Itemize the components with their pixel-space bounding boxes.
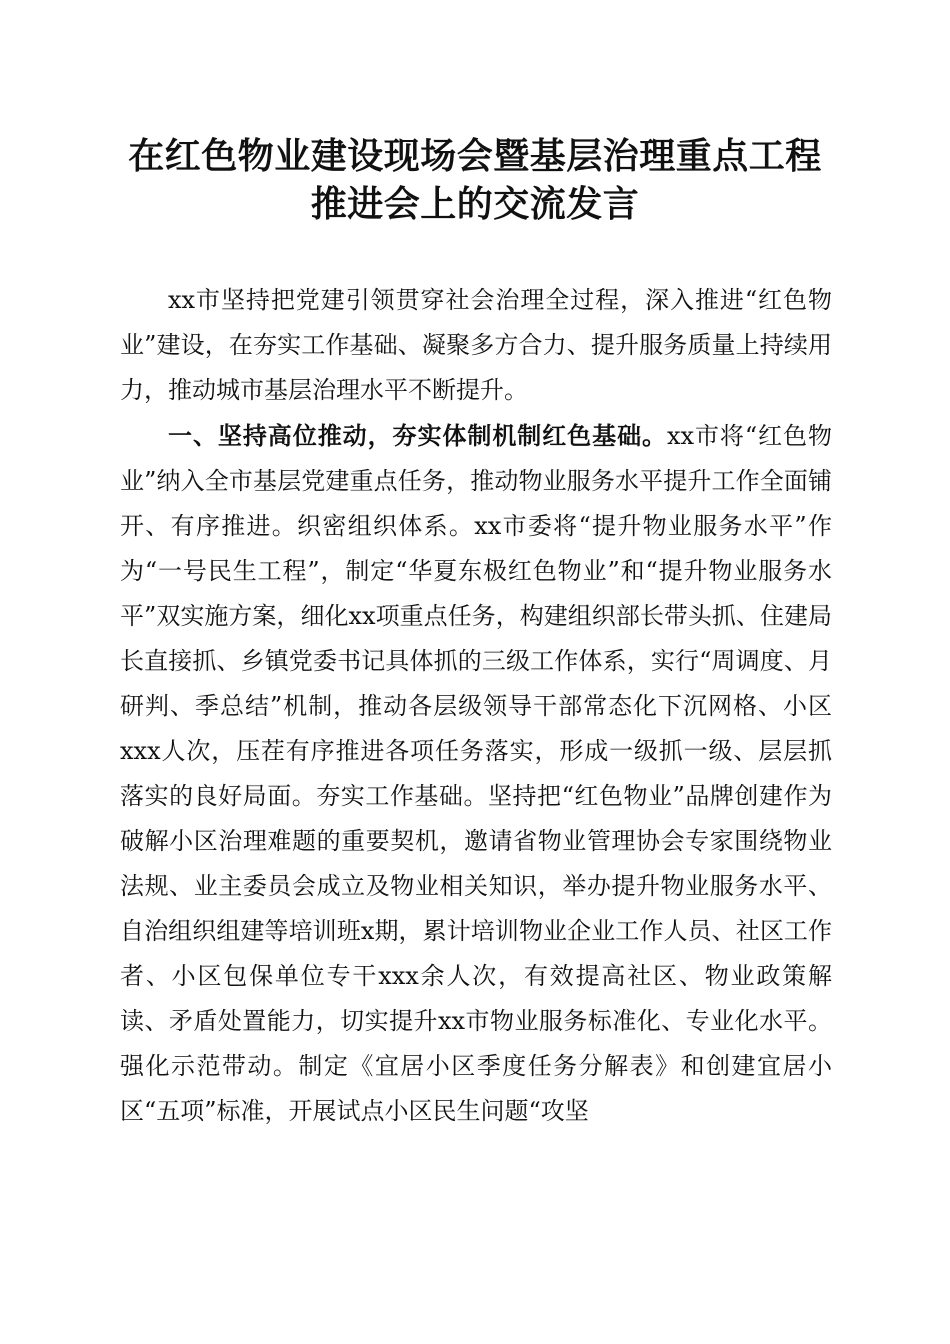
intro-paragraph: xx市坚持把党建引领贯穿社会治理全过程，深入推进“红色物业”建设，在夯实工作基础、凝聚多方合力、提升服务质量上持续用力，推动城市基层治理水平不断提升。 [120, 286, 832, 404]
document-body [120, 278, 832, 1134]
section-1-text: xx市将“红色物业”纳入全市基层党建重点任务，推动物业服务水平提升工作全面铺开、有序推进。织密组织体系。xx市委将“提升物业服务水平”作为“一号民生工程”，制定“华夏东极红色物业”和“提升物业服务水平”双实施方案，细化xx项重点任务，构建组织部长带头抓、住建局长直接抓、乡镇党委书记具体抓的三级工作体系，实行“周调度、月研判、季总结”机制，推动各层级领导干部常态化下沉网格、小区xxx人次，压茬有序推进各项任务落实，形成一级抓一级、层层抓落实的良好局面。夯实工作基础。坚持把“红色物业”品牌创建作为破解小区治理难题的重要契机，邀请省物业管理协会专家围绕物业法规、业主委员会成立及物业相关知识，举办提升物业服务水平、自治组织组建等培训班x期，累计培训物业企业工作人员、社区工作者、小区包保单位专干xxx余人次，有效提高社区、物业政策解读、矛盾处置能力，切实提升xx市物业服务标准化、专业化水平。强化示范带动。制定《宜居小区季度任务分解表》和创建宜居小区“五项”标准，开展试点小区民生问题“攻坚 [120, 422, 832, 1125]
section-1-heading: 一、坚持高位推动，夯实体制机制红色基础。 [168, 421, 667, 450]
section-1-paragraph [120, 413, 832, 1134]
document-title: 在红色物业建设现场会暨基层治理重点工程推进会上的交流发言 [128, 135, 822, 225]
